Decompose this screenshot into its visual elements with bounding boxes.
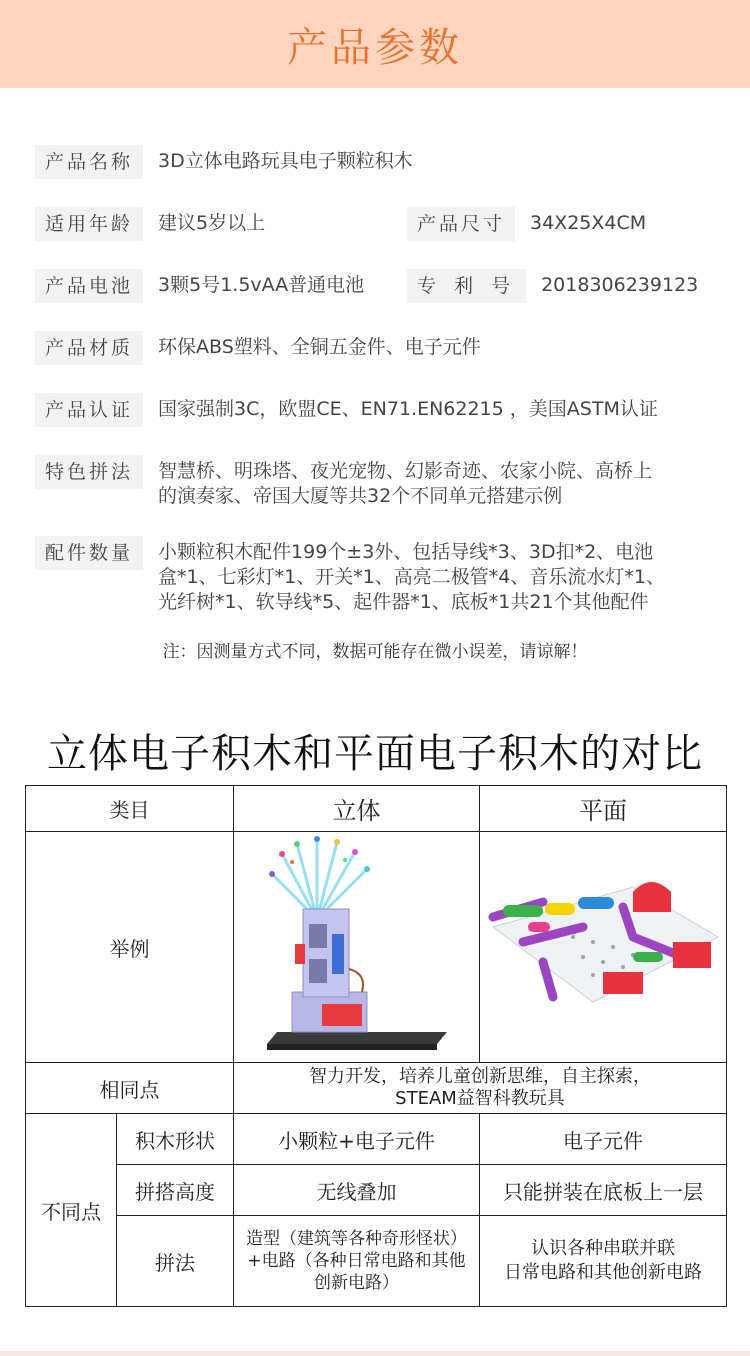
diff-label: 不同点 [26, 1114, 117, 1307]
spec-row-name [35, 145, 413, 179]
same-line: 智力开发，培养儿童创新思维，自主探索， [309, 1066, 651, 1087]
spec-value: 34X25X4CM [530, 212, 647, 234]
spec-value-line: 智慧桥、明珠塔、夜光宠物、幻影奇迹、农家小院、高桥上 [158, 460, 653, 482]
spec-row-cert [35, 393, 658, 427]
diff-3d-value: 无线叠加 [234, 1165, 480, 1216]
diff-line: 造型（建筑等各种奇形怪状） [246, 1229, 467, 1249]
tower-image-cell [234, 832, 480, 1063]
example-row [26, 832, 727, 1063]
spec-value [158, 455, 652, 509]
diff-flat-value: 只能拼装在底板上一层 [480, 1165, 727, 1216]
spec-label: 特色拼法 [35, 455, 143, 489]
same-text [234, 1063, 727, 1114]
measurement-note: 注：因测量方式不同，数据可能存在微小误差，请谅解！ [162, 642, 588, 662]
same-row [26, 1063, 727, 1114]
spec-label: 产品材质 [35, 331, 143, 365]
spec-value: 国家强制3C，欧盟CE、EN71.EN62215 ，美国ASTM认证 [158, 398, 658, 420]
diff-row-label: 拼搭高度 [117, 1165, 234, 1216]
diff-flat-value: 电子元件 [480, 1114, 727, 1165]
diff-row-method [26, 1216, 727, 1307]
spec-value [158, 536, 665, 615]
bottom-accent-bar [0, 1351, 750, 1356]
spec-row-size [407, 207, 646, 241]
spec-value: 建议5岁以上 [158, 212, 266, 234]
spec-value: 3D立体电路玩具电子颗粒积木 [158, 150, 413, 172]
example-label: 举例 [26, 832, 234, 1063]
spec-row-parts [35, 536, 665, 615]
header-category: 类目 [26, 786, 234, 832]
spec-value: 2018306239123 [541, 274, 699, 296]
spec-label: 产品认证 [35, 393, 143, 427]
spec-row-battery [35, 269, 364, 303]
diff-row-label: 积木形状 [117, 1114, 234, 1165]
same-label: 相同点 [26, 1063, 234, 1114]
diff-line: 认识各种串联并联 [531, 1238, 675, 1259]
tower-toy-image [237, 834, 477, 1060]
diff-line: 日常电路和其他创新电路 [504, 1262, 702, 1283]
diff-3d-value [234, 1216, 480, 1307]
header-flat: 平面 [480, 786, 727, 832]
same-line: STEAM益智科教玩具 [395, 1088, 565, 1109]
diff-3d-value: 小颗粒+电子元件 [234, 1114, 480, 1165]
spec-label: 配件数量 [35, 536, 143, 570]
spec-row-features [35, 455, 652, 509]
diff-row-shape [26, 1114, 727, 1165]
spec-label: 产品电池 [35, 269, 143, 303]
diff-line: +电路（各种日常电路和其他 [247, 1251, 466, 1271]
comparison-table [25, 785, 727, 1307]
spec-value: 环保ABS塑料、全铜五金件、电子元件 [158, 336, 481, 358]
spec-row-age [35, 207, 388, 241]
header-3d: 立体 [234, 786, 480, 832]
diff-row-label: 拼法 [117, 1216, 234, 1307]
flat-image-cell [480, 832, 727, 1063]
spec-value-line: 光纤树*1、软导线*5、起件器*1、底板*1共21个其他配件 [158, 591, 649, 613]
header-banner [0, 0, 750, 88]
spec-label: 产品名称 [35, 145, 143, 179]
spec-row-patent [407, 269, 698, 303]
diff-row-height [26, 1165, 727, 1216]
spec-label: 适用年龄 [35, 207, 143, 241]
spec-value: 3颗5号1.5vAA普通电池 [158, 274, 365, 296]
diff-flat-value [480, 1216, 727, 1307]
spec-label: 专 利 号 [407, 269, 526, 303]
diff-line: 创新电路） [314, 1273, 399, 1293]
spec-value-line: 小颗粒积木配件199个±3外、包括导线*3、3D扣*2、电池 [158, 541, 654, 563]
spec-label: 产品尺寸 [407, 207, 515, 241]
page-title: 产品参数 [287, 24, 463, 71]
spec-value-line: 盒*1、七彩灯*1、开关*1、高亮二极管*4、音乐流水灯*1、 [158, 566, 665, 588]
comparison-title: 立体电子积木和平面电子积木的对比 [47, 731, 703, 777]
flat-board-image [483, 867, 723, 1027]
spec-row-material [35, 331, 481, 365]
spec-value-line: 的演奏家、帝国大厦等共32个不同单元搭建示例 [158, 485, 563, 507]
fiber-light-icon [269, 836, 370, 919]
table-header-row [26, 786, 727, 832]
